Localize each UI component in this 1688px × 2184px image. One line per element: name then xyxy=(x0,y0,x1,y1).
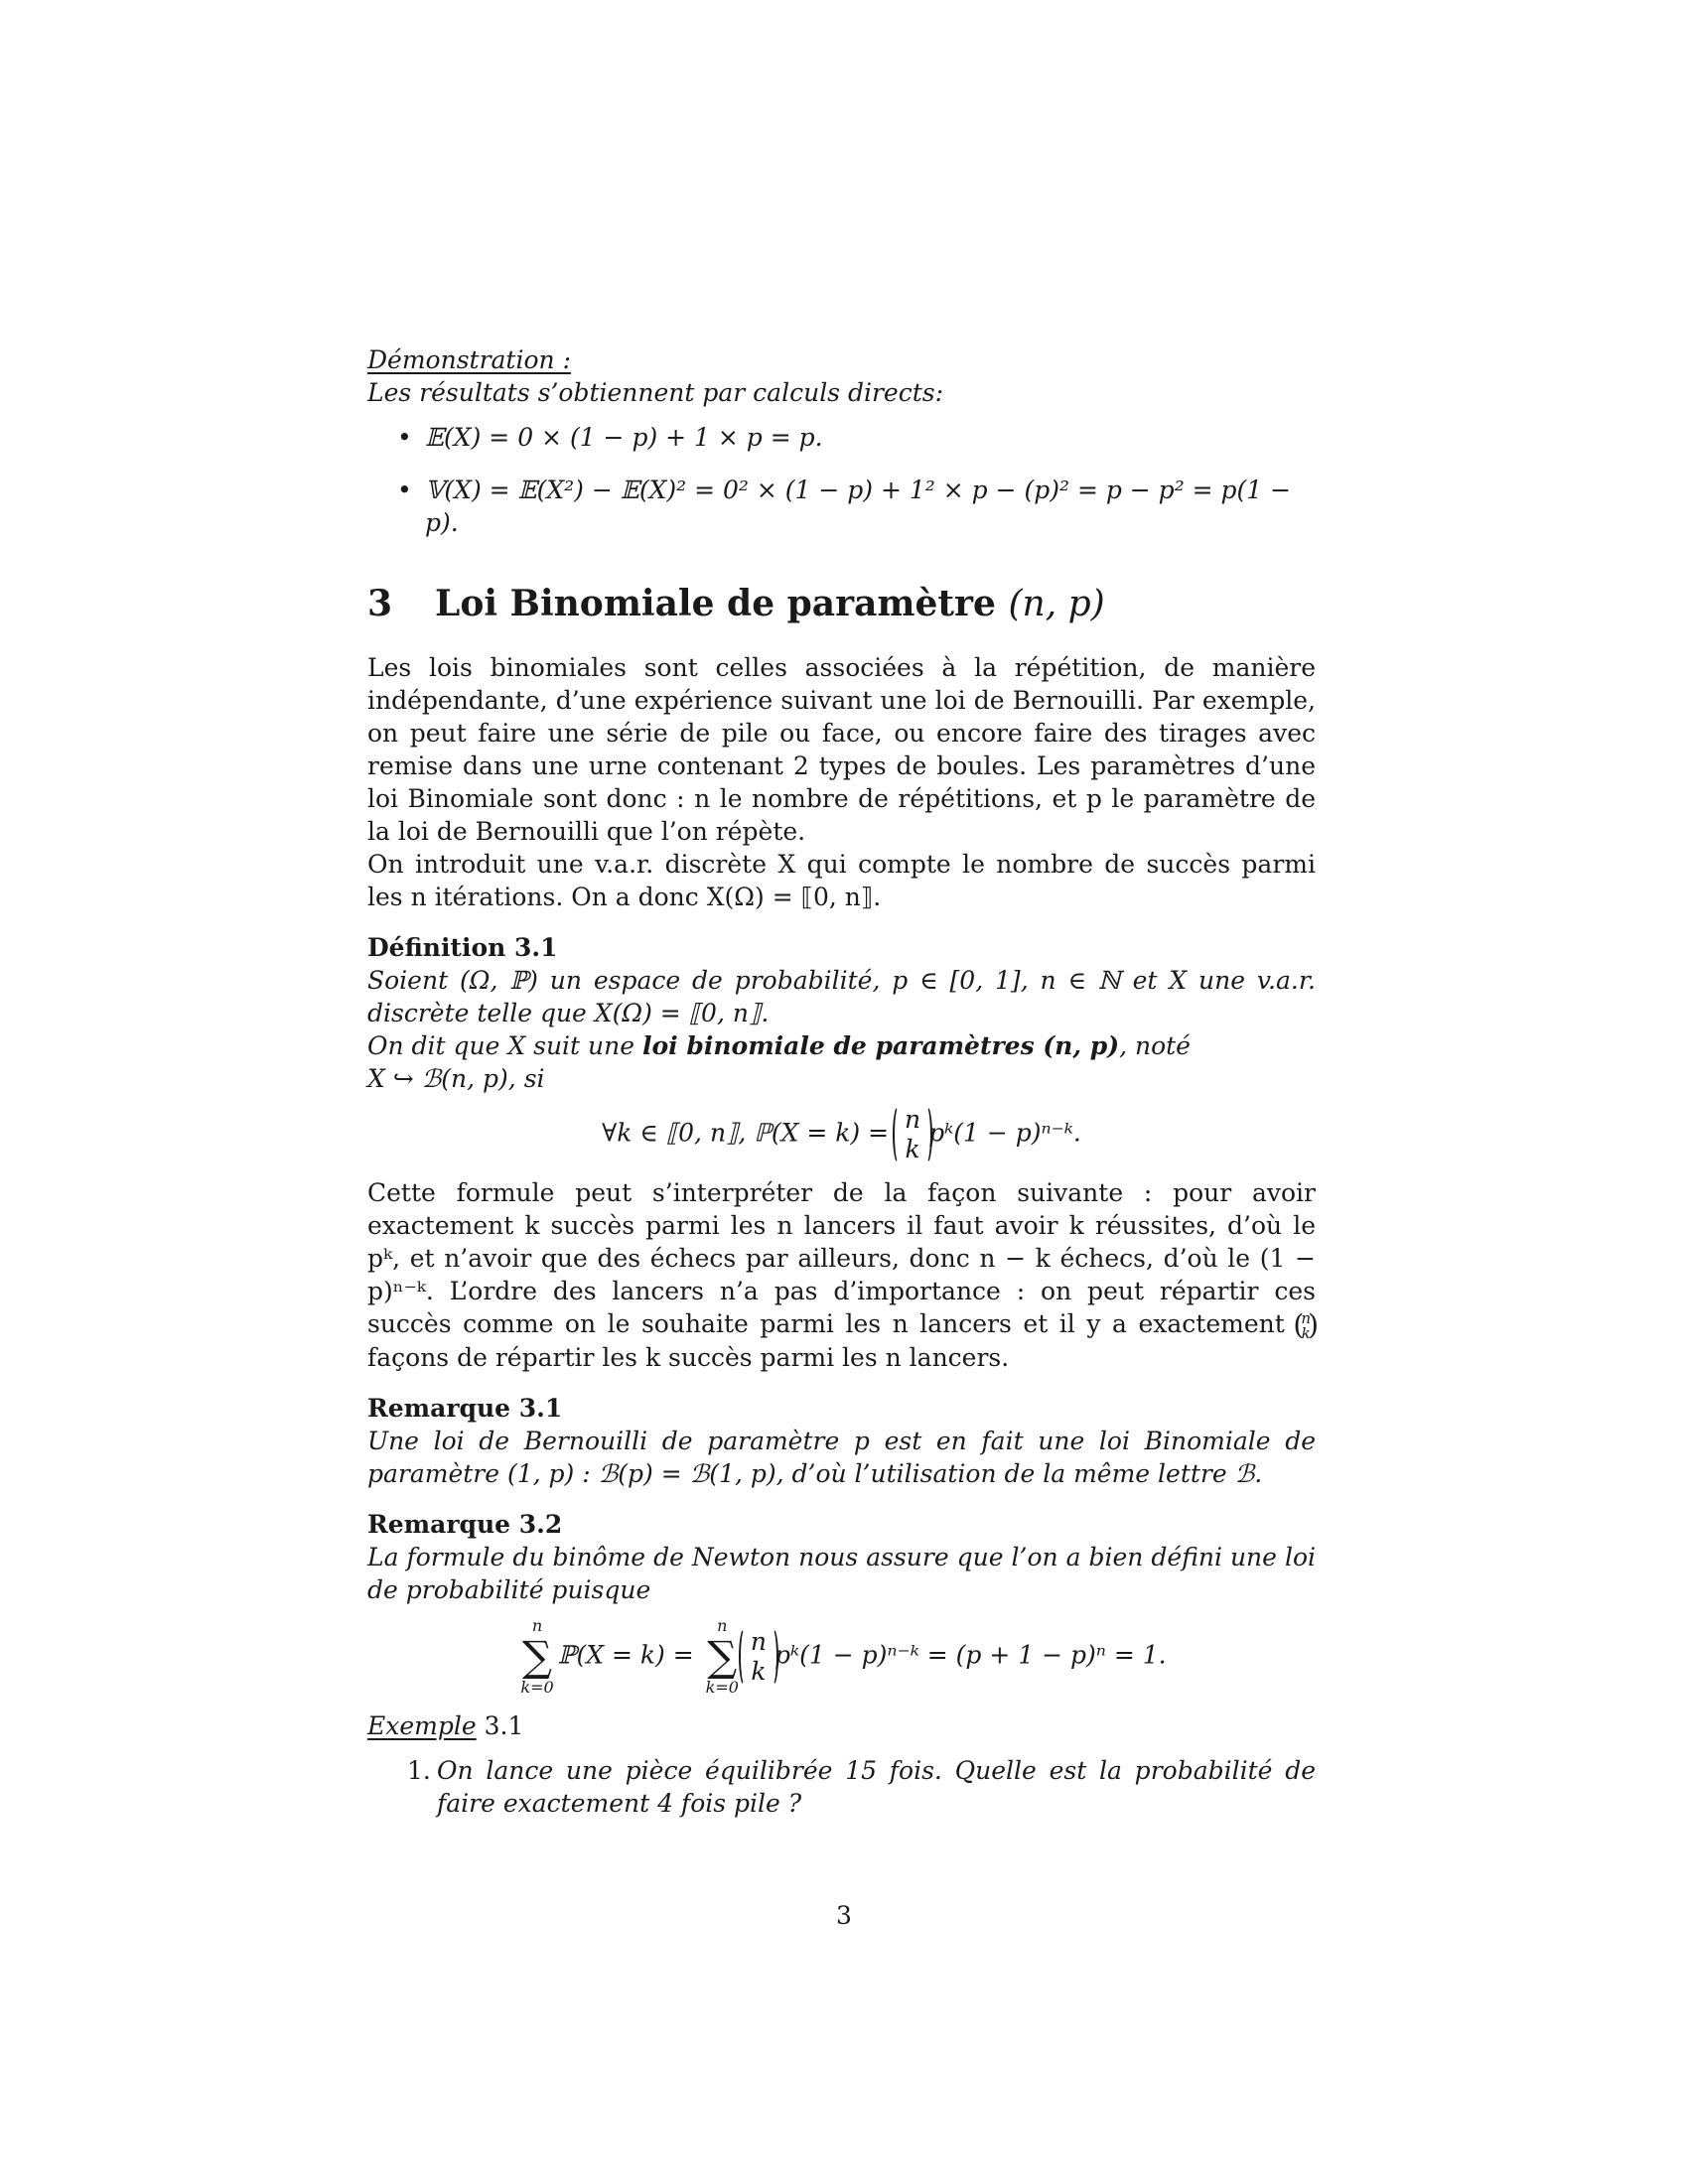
remark-2-formula: n ∑ k=0 ℙ(X = k) = n ∑ k=0 n k pᵏ(1 − p)ⁿ⁻ᵏ = (p + 1 − p)ⁿ = 1. xyxy=(520,1615,1167,1697)
small-binomial-coefficient: ( n k ) xyxy=(1296,1311,1316,1341)
document-page xyxy=(367,343,1316,1820)
list-item: 1. On lance une pièce équilibrée 15 fois. Quelle est la probabilité de faire exactement 4 fois pile ? xyxy=(407,1755,1316,1818)
remark-1-heading: Remarque 3.1 xyxy=(367,1393,563,1423)
remark-2-heading: Remarque 3.2 xyxy=(367,1509,563,1539)
definition-block xyxy=(367,931,1316,1164)
definition-line-2: On dit que X suit une loi binomiale de paramètres (n, p), noté xyxy=(367,1031,1191,1060)
sum-operator: n ∑ k=0 xyxy=(705,1615,739,1697)
remark-1 xyxy=(367,1392,1316,1490)
demo-list xyxy=(367,421,1316,539)
section-number: 3 xyxy=(367,583,393,624)
binomial-coefficient: n k xyxy=(743,1627,774,1687)
sum-operator: n ∑ k=0 xyxy=(520,1615,554,1697)
definition-formula: ∀k ∈ ⟦0, n⟧, ℙ(X = k) = n k pᵏ(1 − p)ⁿ⁻ᵏ. xyxy=(602,1105,1081,1163)
list-item: • 𝔼(X) = 0 × (1 − p) + 1 × p = p. xyxy=(397,423,823,452)
definition-line-1: Soient (Ω, ℙ) un espace de probabilité, p ∈ [0, 1], n ∈ ℕ et X une v.a.r. discrète telle que X(Ω) = ⟦0, n⟧. xyxy=(367,966,1316,1027)
intro-paragraph-2: On introduit une v.a.r. discrète X qui compte le nombre de succès parmi les n itérations. On a donc X(Ω) = ⟦0, n⟧. xyxy=(367,850,1316,911)
section-title: Loi Binomiale de paramètre xyxy=(435,583,996,624)
remark-1-text: Une loi de Bernouilli de paramètre p est en fait une loi Binomiale de paramètre (1, p) : ℬ(p) = ℬ(1, p), d’où l’utilisation de la même lettre ℬ. xyxy=(367,1426,1316,1488)
example-heading: Exemple 3.1 xyxy=(367,1710,524,1740)
definition-term: loi binomiale de paramètres (n, p) xyxy=(642,1031,1120,1060)
example-list xyxy=(367,1754,1316,1820)
page-number: 3 xyxy=(836,1901,852,1930)
remark-2 xyxy=(367,1508,1316,1698)
demo-title: Démonstration : xyxy=(367,345,571,374)
binomial-coefficient: n k xyxy=(897,1105,928,1164)
demo-intro: Les résultats s’obtiennent par calculs directs: xyxy=(367,378,944,407)
section-params: (n, p) xyxy=(1008,584,1105,624)
list-item: • 𝕍(X) = 𝔼(X²) − 𝔼(X)² = 0² × (1 − p) + 1² × p − (p)² = p − p² = p(1 − p). xyxy=(397,476,1292,537)
interpretation-paragraph: Cette formule peut s’interpréter de la façon suivante : pour avoir exactement k succès parmi les n lancers il faut avoir k réussites, d’où le pᵏ, et n’avoir que des échecs par ailleurs, donc n − k échecs, d’où le (1 − p)ⁿ⁻ᵏ. L’ordre des lancers n’a pas d’importance : on peut répartir ces succès comme on le souhaite parmi les n lancers et il y a exactement ( n k ) façons de répartir les k succès parmi les n lancers. xyxy=(367,1176,1316,1374)
section-heading xyxy=(367,583,1316,625)
remark-2-text: La formule du binôme de Newton nous assure que l’on a bien défini une loi de probabilité puisque xyxy=(367,1542,1316,1604)
intro-paragraph-1: Les lois binomiales sont celles associées à la répétition, de manière indépendante, d’une expérience suivant une loi de Bernouilli. Par exemple, on peut faire une série de pile ou face, ou encore faire des tirages avec remise dans une urne contenant 2 types de boules. Les paramètres d’une loi Binomiale sont donc : n le nombre de répétitions, et p le paramètre de la loi de Bernouilli que l’on répète. xyxy=(367,653,1316,846)
definition-line-3: X ↪ ℬ(n, p), si xyxy=(367,1064,545,1093)
definition-heading: Définition 3.1 xyxy=(367,933,558,962)
